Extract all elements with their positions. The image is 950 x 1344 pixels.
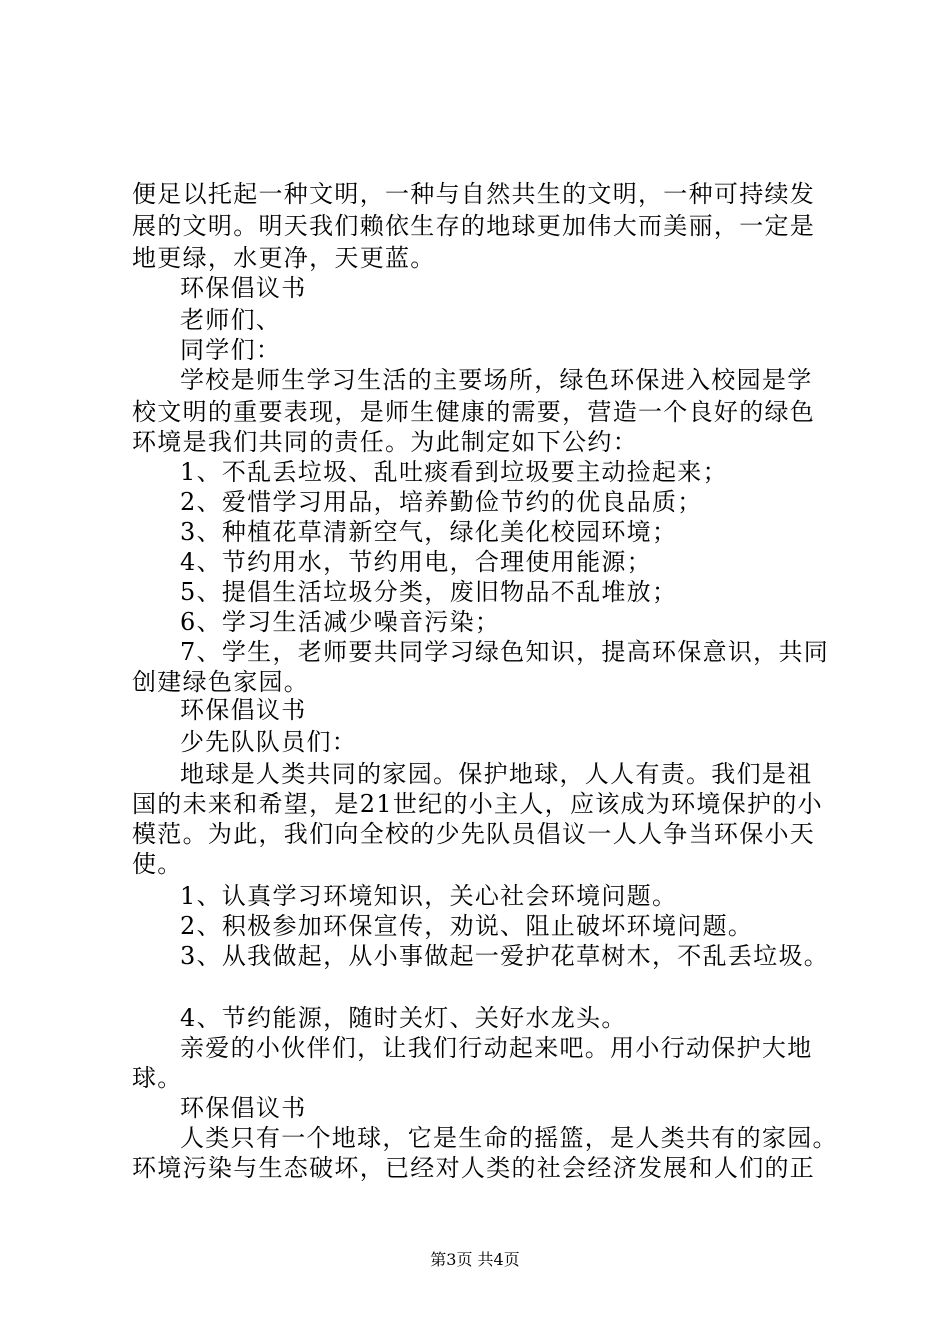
salutation: 老师们、 (180, 306, 282, 334)
text-line: 球。 (132, 1064, 183, 1092)
list-item: 2、积极参加环保宣传，劝说、阻止破坏环境问题。 (180, 912, 754, 940)
text-line: 校文明的重要表现，是师生健康的需要，营造一个良好的绿色 (132, 398, 816, 426)
text-line: 国的未来和希望，是21世纪的小主人，应该成为环境保护的小 (132, 790, 823, 818)
text-line: 地更绿，水更净，天更蓝。 (132, 244, 436, 272)
text-line: 地球是人类共同的家园。保护地球，人人有责。我们是祖 (180, 760, 813, 788)
text-line: 模范。为此，我们向全校的少先队员倡议一人人争当环保小天 (132, 820, 816, 848)
text-line: 展的文明。明天我们赖依生存的地球更加伟大而美丽，一定是 (132, 212, 816, 240)
list-item: 5、提倡生活垃圾分类，废旧物品不乱堆放； (180, 578, 678, 606)
salutation: 同学们： (180, 336, 282, 364)
text-line: 环境污染与生态破坏，已经对人类的社会经济发展和人们的正 (132, 1154, 816, 1182)
list-item: 3、种植花草清新空气，绿化美化校园环境； (180, 518, 678, 546)
text-line: 人类只有一个地球，它是生命的摇篮，是人类共有的家园。 (180, 1124, 838, 1152)
section-heading: 环保倡议书 (180, 1094, 307, 1122)
text-line: 使。 (132, 850, 183, 878)
text-line: 亲爱的小伙伴们，让我们行动起来吧。用小行动保护大地 (180, 1034, 813, 1062)
list-item: 7、学生，老师要共同学习绿色知识，提高环保意识，共同 (180, 638, 830, 666)
list-item: 1、认真学习环境知识，关心社会环境问题。 (180, 882, 678, 910)
salutation: 少先队队员们： (180, 728, 358, 756)
list-item: 2、爱惜学习用品，培养勤俭节约的优良品质； (180, 488, 703, 516)
text-line: 环境是我们共同的责任。为此制定如下公约： (132, 428, 638, 456)
section-heading: 环保倡议书 (180, 274, 307, 302)
list-item: 4、节约能源，随时关灯、关好水龙头。 (180, 1004, 627, 1032)
page-number: 第3页 共4页 (430, 1250, 520, 1269)
text-line: 创建绿色家园。 (132, 668, 310, 696)
list-item: 3、从我做起，从小事做起一爱护花草树木，不乱丢垃圾。 (180, 942, 830, 970)
section-heading: 环保倡议书 (180, 696, 307, 724)
text-line: 学校是师生学习生活的主要场所，绿色环保进入校园是学 (180, 366, 813, 394)
list-item: 6、学习生活减少噪音污染； (180, 608, 501, 636)
text-line: 便足以托起一种文明，一种与自然共生的文明，一种可持续发 (132, 180, 816, 208)
list-item: 4、节约用水，节约用电，合理使用能源； (180, 548, 652, 576)
list-item: 1、不乱丢垃圾、乱吐痰看到垃圾要主动捡起来； (180, 458, 728, 486)
